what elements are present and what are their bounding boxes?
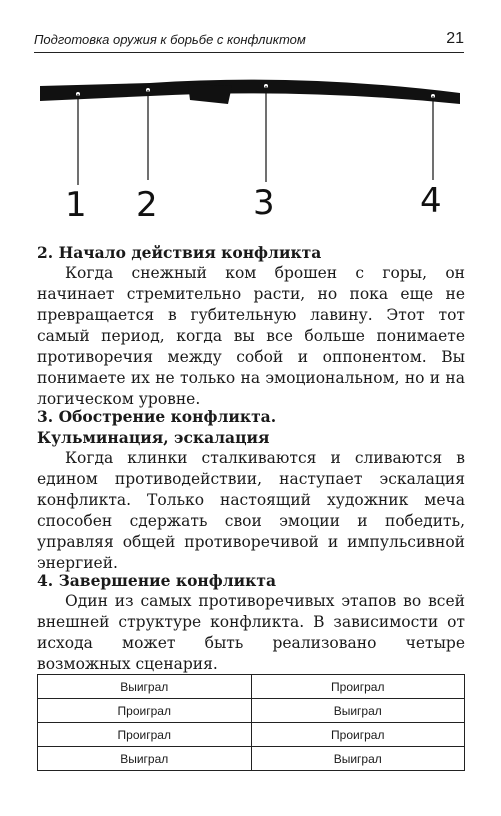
- running-header: [34, 30, 464, 53]
- table-cell: Выиграл: [38, 675, 252, 699]
- section-4-heading: 4. Завершение конфликта: [37, 571, 277, 590]
- sword-guard: [188, 84, 232, 104]
- section-2-text: Когда снежный ком брошен с горы, он начинает стремительно расти, но пока еще не превращается в губительную лавину. Этот тот самый период, когда вы все больше понимаете противоречия между собой и оппонентом. Вы понимаете их не только на эмоциональном, но и на логическом уровне.: [37, 264, 465, 408]
- table-cell: Проиграл: [251, 675, 465, 699]
- table-cell: Выиграл: [38, 747, 252, 771]
- section-3-text: Когда клинки сталкиваются и сливаются в едином противодействии, наступает эскалация конфликта. Только настоящий художник меча способен сдержать свои эмоции и победить, управляя общей противоречивой и импульсивной энергией.: [37, 449, 465, 572]
- table-cell: Выиграл: [251, 747, 465, 771]
- page-number: 21: [446, 30, 464, 47]
- section-3-heading-line2: Кульминация, эскалация: [37, 428, 270, 447]
- table-row: [38, 699, 465, 723]
- label-1: 1: [65, 185, 87, 225]
- label-3: 3: [253, 183, 275, 223]
- table-cell: Проиграл: [38, 699, 252, 723]
- header-title: Подготовка оружия к борьбе с конфликтом: [34, 32, 306, 47]
- outcomes-table: [37, 674, 465, 771]
- table-cell: Проиграл: [38, 723, 252, 747]
- sword-blade: [40, 80, 460, 104]
- table-cell: Выиграл: [251, 699, 465, 723]
- sword-figure: [0, 60, 501, 230]
- section-4-text: Один из самых противоречивых этапов во всей внешней структуре конфликта. В зависимости от исхода может быть реализовано четыре возможных сценария.: [37, 592, 465, 673]
- section-3-heading-line1: 3. Обострение конфликта.: [37, 407, 277, 426]
- table-row: [38, 723, 465, 747]
- table-row: [38, 747, 465, 771]
- section-3: [37, 406, 465, 574]
- section-4: [37, 570, 465, 675]
- label-2: 2: [136, 185, 158, 225]
- label-4: 4: [420, 181, 442, 221]
- table-cell: Проиграл: [251, 723, 465, 747]
- section-2-heading: 2. Начало действия конфликта: [37, 243, 322, 262]
- section-2: [37, 242, 465, 410]
- table-row: [38, 675, 465, 699]
